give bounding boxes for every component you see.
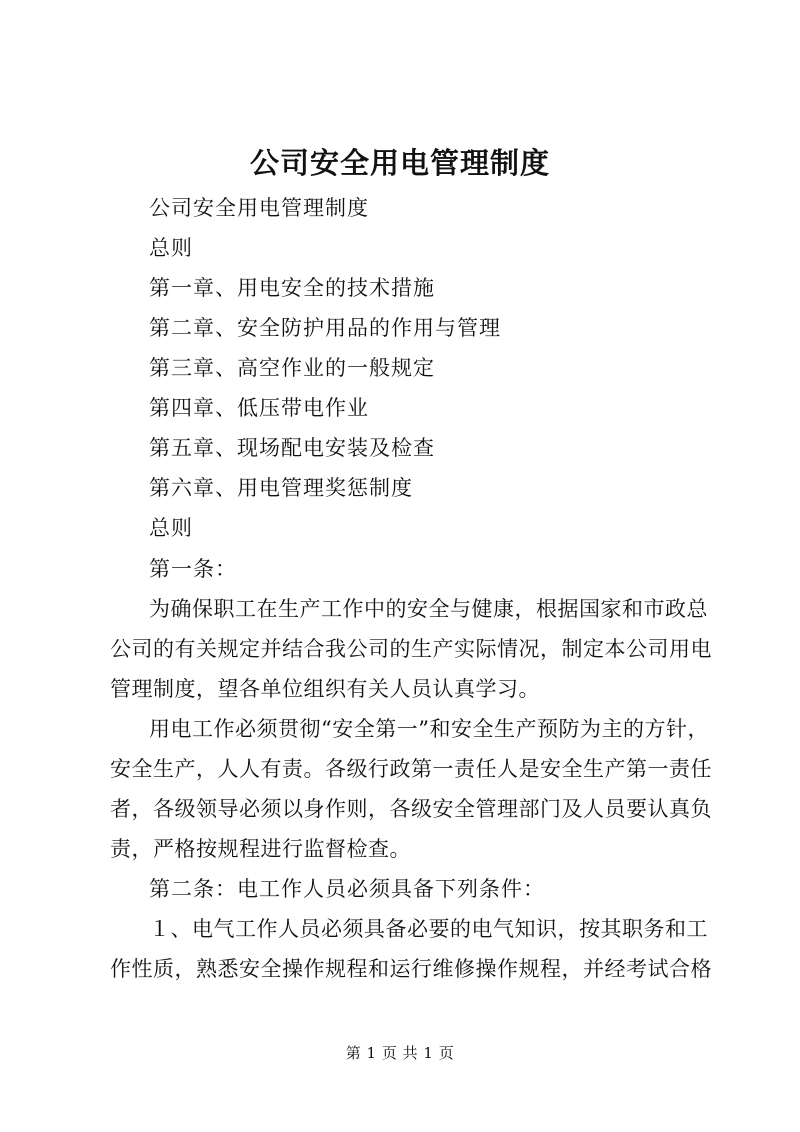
section-heading-general: 总则	[149, 516, 193, 540]
document-title: 公司安全用电管理制度	[249, 146, 550, 180]
toc-item-chapter-1: 第一章、用电安全的技术措施	[149, 276, 435, 300]
toc-item-chapter-6: 第六章、用电管理奖惩制度	[149, 476, 413, 500]
item-1-line-1: １、电气工作人员必须具备必要的电气知识，按其职务和工	[149, 917, 708, 941]
article-2-heading: 第二条：电工作人员必须具备下列条件：	[149, 877, 545, 901]
toc-item-chapter-5: 第五章、现场配电安装及检查	[149, 436, 435, 460]
paragraph-1-line-3: 管理制度，望各单位组织有关人员认真学习。	[110, 677, 540, 701]
article-1-heading: 第一条：	[149, 557, 237, 581]
item-1-line-2: 作性质，熟悉安全操作规程和运行维修操作规程，并经考试合格	[110, 957, 712, 981]
toc-item-chapter-3: 第三章、高空作业的一般规定	[149, 356, 435, 380]
paragraph-2-line-2: 安全生产，人人有责。各级行政第一责任人是安全生产第一责任	[110, 757, 712, 781]
toc-item-general: 总则	[149, 236, 193, 260]
paragraph-2-line-4: 责，严格按规程进行监督检查。	[110, 837, 411, 861]
paragraph-1-line-2: 公司的有关规定并结合我公司的生产实际情况，制定本公司用电	[110, 637, 712, 661]
toc-item-chapter-4: 第四章、低压带电作业	[149, 396, 369, 420]
page-footer: 第 1 页 共 1 页	[345, 1044, 455, 1062]
paragraph-2-line-3: 者，各级领导必须以身作则，各级安全管理部门及人员要认真负	[110, 797, 712, 821]
paragraph-1-line-1: 为确保职工在生产工作中的安全与健康，根据国家和市政总	[149, 597, 708, 621]
toc-item-chapter-2: 第二章、安全防护用品的作用与管理	[149, 316, 501, 340]
toc-heading: 公司安全用电管理制度	[149, 196, 369, 220]
paragraph-2-line-1: 用电工作必须贯彻“安全第一”和安全生产预防为主的方针，	[149, 717, 709, 741]
